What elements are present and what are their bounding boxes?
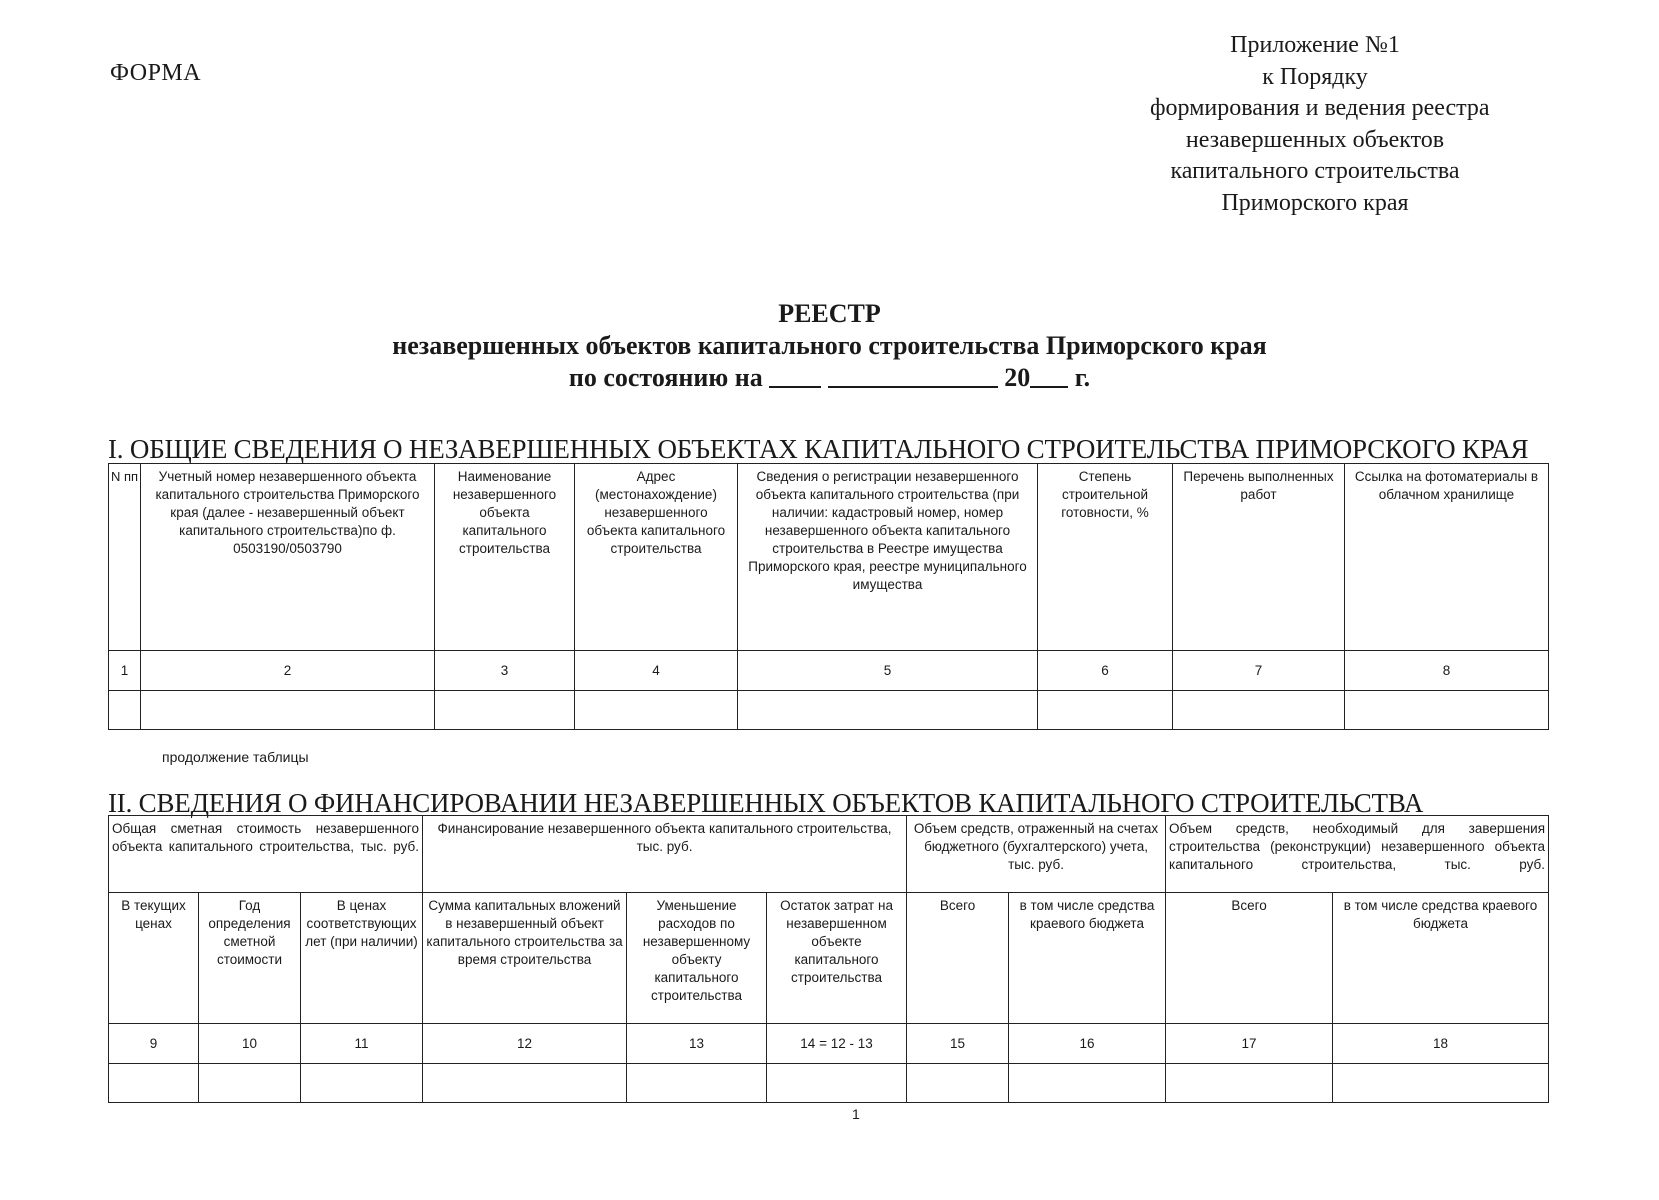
column-number: 17 (1166, 1024, 1333, 1064)
year-blank (1030, 364, 1068, 388)
header-cell-name: Наименование незавершенного объекта капитального строительства (435, 464, 575, 651)
empty-cell[interactable] (423, 1064, 627, 1103)
empty-cell[interactable] (627, 1064, 767, 1103)
column-number: 15 (907, 1024, 1009, 1064)
title-line-3 (0, 362, 1659, 394)
header-cell-regional-required: в том числе средства краевого бюджета (1333, 893, 1549, 1024)
group-header-financing: Финансирование незавершенного объекта капитального строительства, тыс. руб. (423, 816, 907, 893)
column-number-row (109, 651, 1549, 691)
empty-cell[interactable] (767, 1064, 907, 1103)
empty-cell[interactable] (1009, 1064, 1166, 1103)
empty-cell[interactable] (1173, 691, 1345, 730)
date-prefix: по состоянию на (568, 363, 763, 392)
column-number: 18 (1333, 1024, 1549, 1064)
page-number: 1 (852, 1106, 860, 1122)
empty-cell[interactable] (199, 1064, 301, 1103)
column-number: 9 (109, 1024, 199, 1064)
appendix-line: капитального строительства (1170, 158, 1460, 184)
year-prefix: 20 (1004, 363, 1031, 392)
form-label: ФОРМА (110, 60, 202, 86)
header-cell-readiness: Степень строительной готовности, % (1038, 464, 1173, 651)
section1-heading: I. ОБЩИЕ СВЕДЕНИЯ О НЕЗАВЕРШЕННЫХ ОБЪЕКТАХ КАПИТАЛЬНОГО СТРОИТЕЛЬСТВА ПРИМОРСКОГО КРАЯ (108, 434, 1529, 464)
document-title (0, 298, 1659, 394)
empty-cell[interactable] (738, 691, 1038, 730)
group-header-row (109, 816, 1549, 893)
general-info-table (108, 463, 1549, 730)
header-cell-account-number: Учетный номер незавершенного объекта капитального строительства Приморского края (далее - незавершенный объект капитального строительства)по ф. 0503190/0503790 (141, 464, 435, 651)
month-blank (828, 364, 998, 388)
financing-table (108, 815, 1549, 1103)
empty-cell[interactable] (1345, 691, 1549, 730)
header-cell-npp: N пп (109, 464, 141, 651)
header-cell-photo-link: Ссылка на фотоматериалы в облачном хранилище (1345, 464, 1549, 651)
header-cell-works-list: Перечень выполненных работ (1173, 464, 1345, 651)
column-number: 7 (1173, 651, 1345, 691)
header-row (109, 893, 1549, 1024)
appendix-line: Приложение №1 (1230, 32, 1400, 58)
header-row (109, 464, 1549, 651)
column-number: 12 (423, 1024, 627, 1064)
header-cell-regional-accounted: в том числе средства краевого бюджета (1009, 893, 1166, 1024)
group-header-estimated-cost: Общая сметная стоимость незавершенного объекта капитального строительства, тыс. руб. (109, 816, 423, 893)
column-number: 6 (1038, 651, 1173, 691)
column-number: 1 (109, 651, 141, 691)
header-cell-prices-of-years: В ценах соответствующих лет (при наличии) (301, 893, 423, 1024)
group-header-required-funds: Объем средств, необходимый для завершения строительства (реконструкции) незавершенного объекта капитального строительства, тыс. руб. (1166, 816, 1549, 893)
empty-cell[interactable] (1166, 1064, 1333, 1103)
column-number: 3 (435, 651, 575, 691)
column-number-row (109, 1024, 1549, 1064)
year-suffix: г. (1074, 363, 1091, 392)
column-number: 14 = 12 - 13 (767, 1024, 907, 1064)
empty-cell[interactable] (575, 691, 738, 730)
empty-cell[interactable] (109, 691, 141, 730)
empty-cell[interactable] (301, 1064, 423, 1103)
group-header-accounted-funds: Объем средств, отраженный на счетах бюджетного (бухгалтерского) учета, тыс. руб. (907, 816, 1166, 893)
empty-cell[interactable] (109, 1064, 199, 1103)
empty-cell[interactable] (1038, 691, 1173, 730)
header-cell-estimate-year: Год определения сметной стоимости (199, 893, 301, 1024)
header-cell-remaining-costs: Остаток затрат на незавершенном объекте капитального строительства (767, 893, 907, 1024)
empty-data-row (109, 691, 1549, 730)
header-cell-current-prices: В текущих ценах (109, 893, 199, 1024)
empty-cell[interactable] (435, 691, 575, 730)
section2-heading: II. СВЕДЕНИЯ О ФИНАНСИРОВАНИИ НЕЗАВЕРШЕННЫХ ОБЪЕКТОВ КАПИТАЛЬНОГО СТРОИТЕЛЬСТВА (108, 788, 1424, 818)
empty-cell[interactable] (141, 691, 435, 730)
column-number: 11 (301, 1024, 423, 1064)
header-cell-total-accounted: Всего (907, 893, 1009, 1024)
appendix-line: незавершенных объектов (1185, 126, 1445, 153)
empty-data-row (109, 1064, 1549, 1103)
appendix-line: формирования и ведения реестра (1150, 95, 1490, 121)
column-number: 13 (627, 1024, 767, 1064)
continuation-note: продолжение таблицы (162, 749, 309, 765)
column-number: 4 (575, 651, 738, 691)
empty-cell[interactable] (1333, 1064, 1549, 1103)
header-cell-capital-investment: Сумма капитальных вложений в незавершенный объект капитального строительства за время строительства (423, 893, 627, 1024)
appendix-line: Приморского края (1221, 189, 1409, 216)
column-number: 8 (1345, 651, 1549, 691)
appendix-note (1150, 30, 1490, 219)
title-line-1: РЕЕСТР (778, 299, 881, 328)
header-cell-address: Адрес (местонахождение) незавершенного объекта капитального строительства (575, 464, 738, 651)
header-cell-total-required: Всего (1166, 893, 1333, 1024)
column-number: 16 (1009, 1024, 1166, 1064)
appendix-line: к Порядку (1262, 63, 1368, 90)
column-number: 10 (199, 1024, 301, 1064)
header-cell-registration: Сведения о регистрации незавершенного объекта капитального строительства (при наличии: кадастровый номер, номер незавершенного объекта капитального строительства в Реестре имущества Приморского края, реестре муниципального имущества (738, 464, 1038, 651)
empty-cell[interactable] (907, 1064, 1009, 1103)
day-blank (769, 364, 821, 388)
column-number: 5 (738, 651, 1038, 691)
header-cell-expense-reduction: Уменьшение расходов по незавершенному объекту капитального строительства (627, 893, 767, 1024)
title-line-2: незавершенных объектов капитального строительства Приморского края (392, 331, 1267, 360)
column-number: 2 (141, 651, 435, 691)
